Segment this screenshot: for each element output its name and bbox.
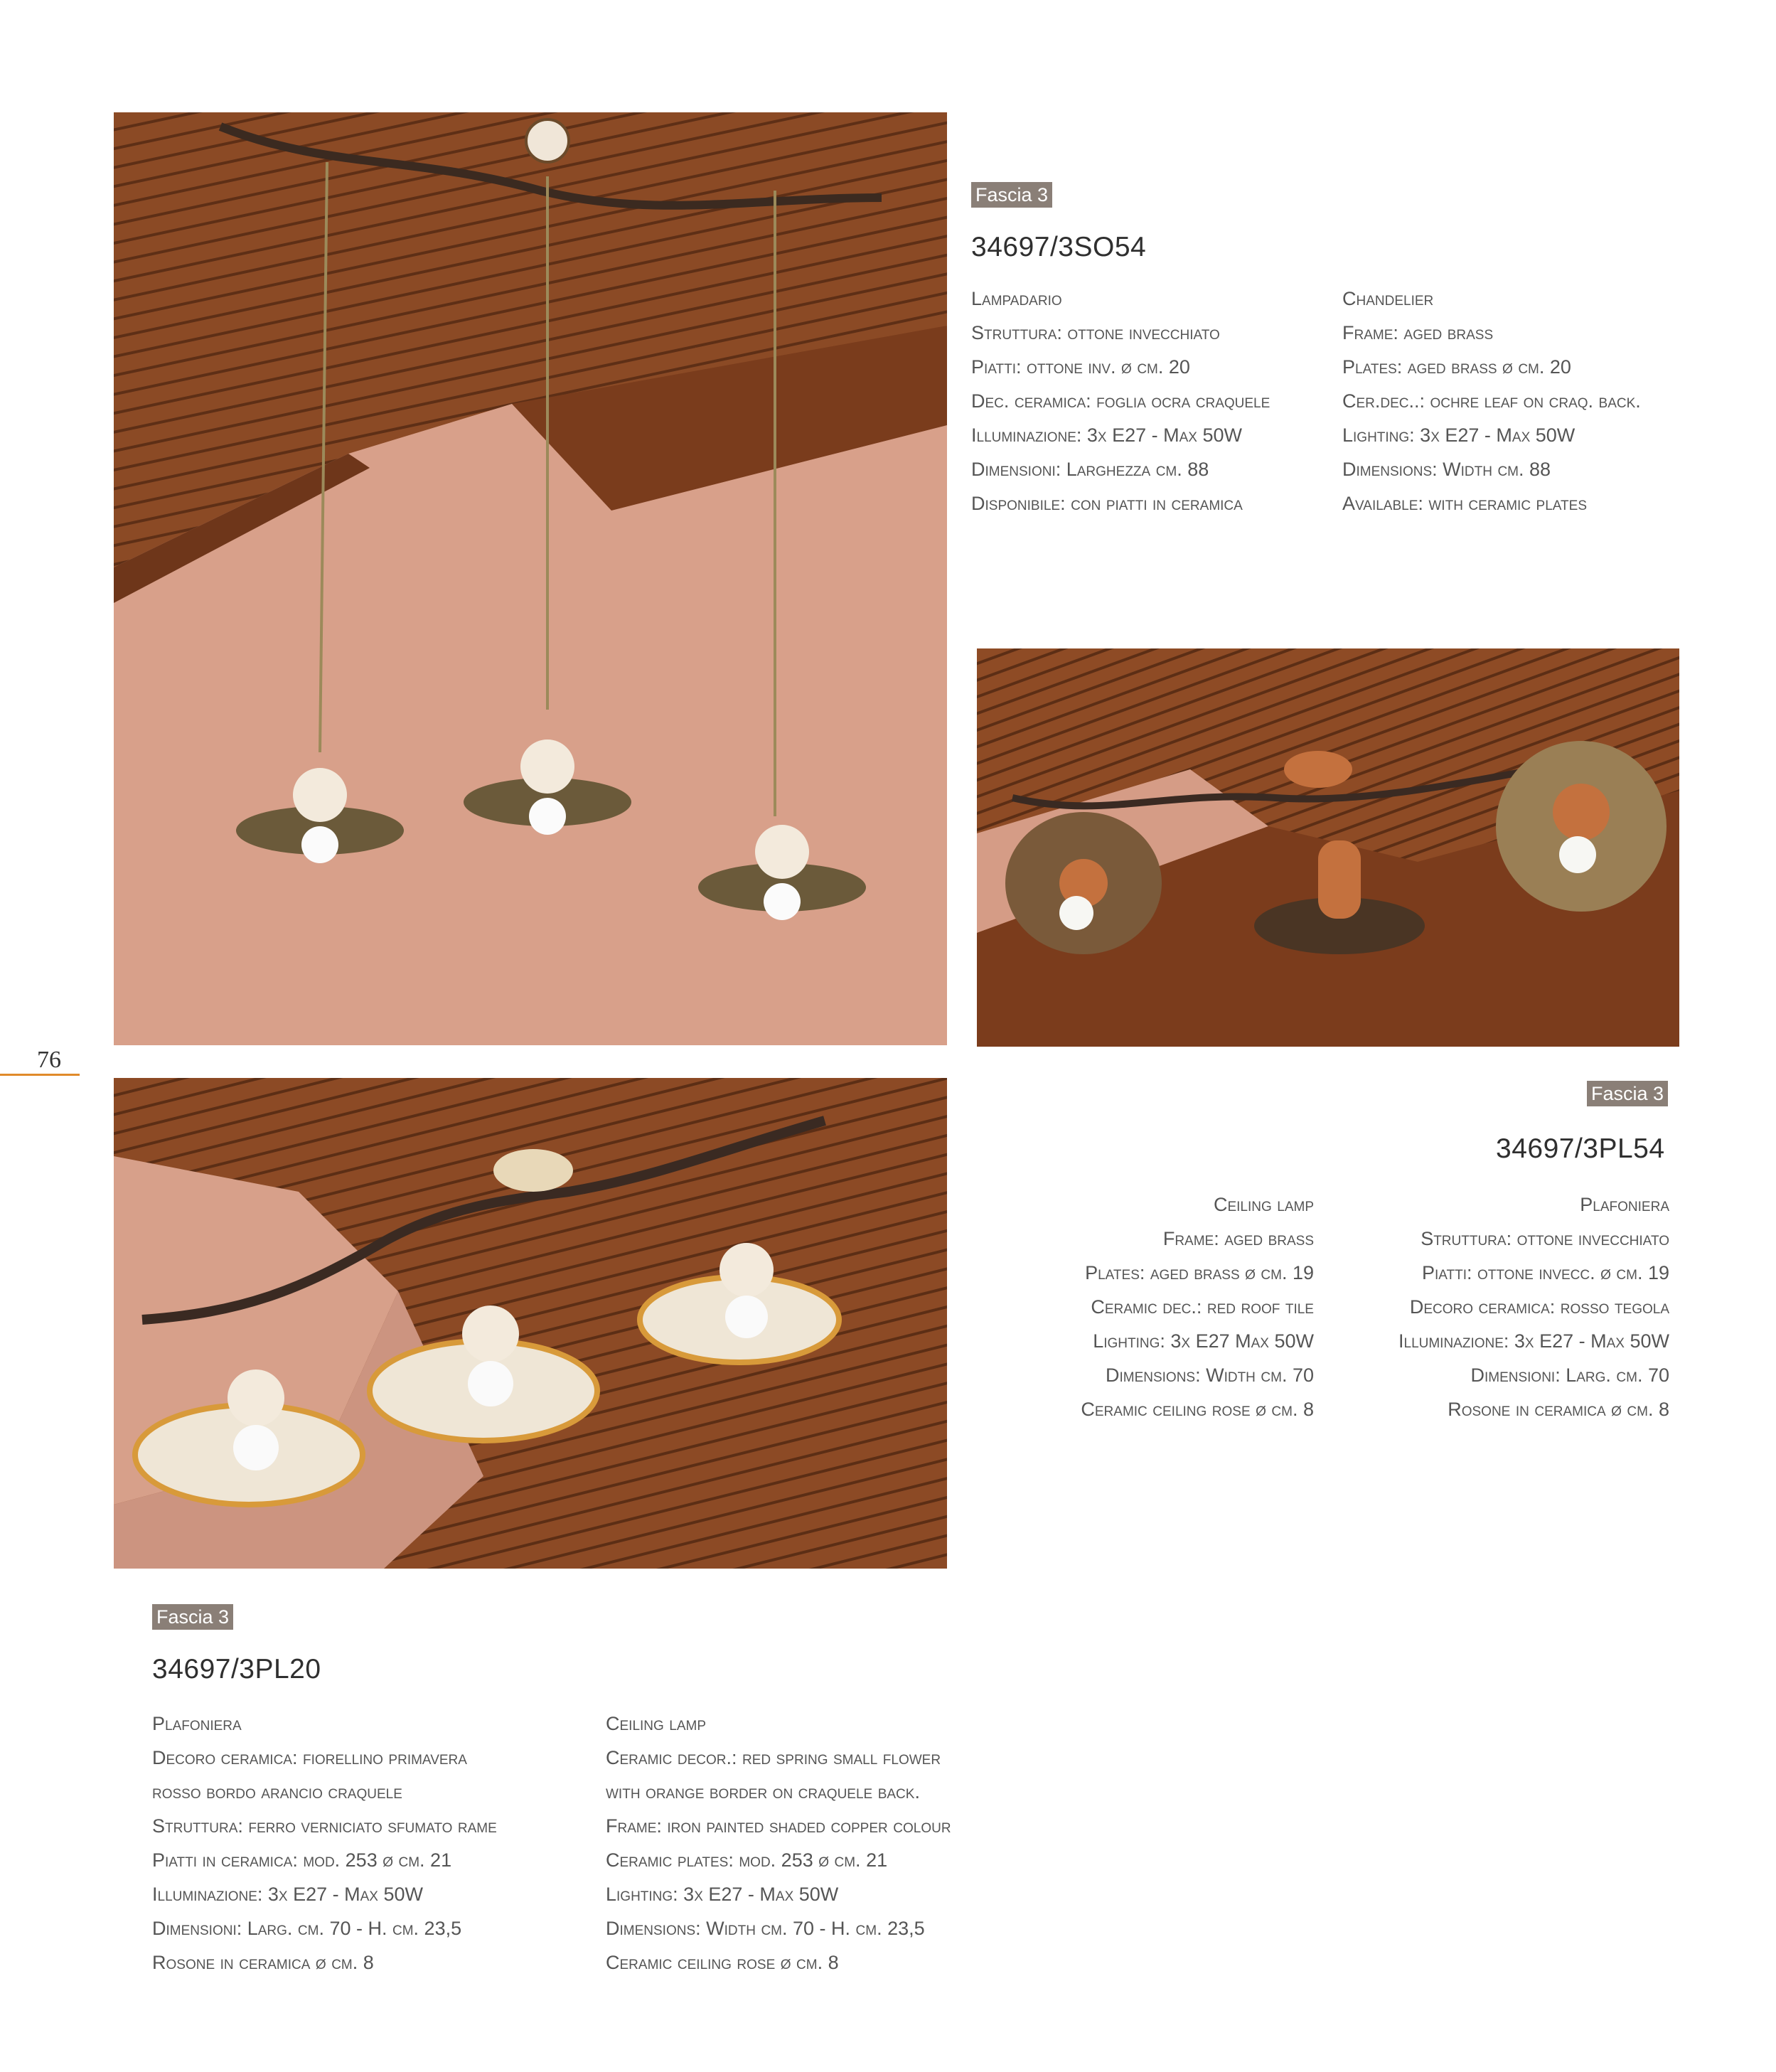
spec-line: Ceramic ceiling rose ø cm. 8 xyxy=(606,1952,839,1973)
fascia-badge: Fascia 3 xyxy=(971,182,1052,208)
spec-line: Ceramic dec.: red roof tile xyxy=(1091,1296,1314,1318)
spec-line: Ceiling lamp xyxy=(1213,1194,1314,1215)
spec-list-italian xyxy=(971,282,1270,520)
spec-line: Ceramic ceiling rose ø cm. 8 xyxy=(1081,1399,1314,1420)
spec-line: Struttura: ferro verniciato sfumato rame xyxy=(152,1815,497,1837)
spec-line: Dec. ceramica: foglia ocra craquele xyxy=(971,390,1271,412)
spec-line: Illuminazione: 3x E27 - Max 50W xyxy=(1398,1330,1669,1352)
spec-line: Dimensioni: Larg. cm. 70 - H. cm. 23,5 xyxy=(152,1918,462,1939)
spec-line: Struttura: ottone invecchiato xyxy=(971,322,1220,343)
spec-line: Plates: aged brass ø cm. 20 xyxy=(1342,356,1571,378)
spec-line: Piatti: ottone invecc. ø cm. 19 xyxy=(1421,1262,1669,1283)
spec-line: Dimensions: Width cm. 70 - H. cm. 23,5 xyxy=(606,1918,925,1939)
spec-line: Dimensioni: Larg. cm. 70 xyxy=(1470,1365,1669,1386)
spec-line: Available: with ceramic plates xyxy=(1342,493,1587,514)
page-number: 76 xyxy=(37,1047,61,1073)
spec-line: Lighting: 3x E27 Max 50W xyxy=(1093,1330,1314,1352)
spec-line: Decoro ceramica: fiorellino primavera xyxy=(152,1747,467,1768)
spec-line: Dimensions: Width cm. 70 xyxy=(1105,1365,1314,1386)
spec-line: Dimensioni: Larghezza cm. 88 xyxy=(971,459,1209,480)
fascia-badge: Fascia 3 xyxy=(152,1604,233,1630)
spec-list-italian xyxy=(152,1707,497,1980)
product-code: 34697/3PL54 xyxy=(1496,1133,1665,1164)
spec-line: Illuminazione: 3x E27 - Max 50W xyxy=(971,424,1242,446)
product-code: 34697/3PL20 xyxy=(152,1654,321,1684)
product-code: 34697/3SO54 xyxy=(971,232,1147,262)
spec-line: Ceramic decor.: red spring small flower xyxy=(606,1747,941,1768)
photo-ceiling-lamp-3pl54 xyxy=(977,648,1679,1047)
photo-chandelier-3so54 xyxy=(114,112,947,1045)
fascia-badge: Fascia 3 xyxy=(1587,1081,1668,1106)
spec-line: Lighting: 3x E27 - Max 50W xyxy=(606,1884,839,1905)
spec-list-english xyxy=(606,1707,951,1980)
spec-line: Plafoniera xyxy=(152,1713,242,1734)
spec-line: Frame: iron painted shaded copper colour xyxy=(606,1815,951,1837)
spec-line: Ceramic plates: mod. 253 ø cm. 21 xyxy=(606,1849,888,1871)
spec-list-english xyxy=(995,1187,1314,1426)
spec-line: Frame: aged brass xyxy=(1342,322,1494,343)
spec-line: Lighting: 3x E27 - Max 50W xyxy=(1342,424,1576,446)
spec-line: Frame: aged brass xyxy=(1162,1228,1314,1249)
spec-line: Cer.dec..: ochre leaf on craq. back. xyxy=(1342,390,1641,412)
spec-line: Decoro ceramica: rosso tegola xyxy=(1409,1296,1669,1318)
spec-line: Plates: aged brass ø cm. 19 xyxy=(1085,1262,1314,1283)
spec-list-italian xyxy=(1337,1187,1669,1426)
spec-line: Illuminazione: 3x E27 - Max 50W xyxy=(152,1884,423,1905)
spec-line: Rosone in ceramica ø cm. 8 xyxy=(1448,1399,1669,1420)
photo-ceiling-lamp-3pl20 xyxy=(114,1078,947,1569)
page-rule xyxy=(0,1074,80,1076)
spec-line: Ceiling lamp xyxy=(606,1713,707,1734)
spec-line: Rosone in ceramica ø cm. 8 xyxy=(152,1952,374,1973)
spec-line: with orange border on craquele back. xyxy=(606,1781,920,1803)
spec-line: rosso bordo arancio craquele xyxy=(152,1781,402,1803)
spec-line: Piatti in ceramica: mod. 253 ø cm. 21 xyxy=(152,1849,452,1871)
spec-line: Lampadario xyxy=(971,288,1062,309)
spec-line: Dimensions: Width cm. 88 xyxy=(1342,459,1551,480)
spec-line: Chandelier xyxy=(1342,288,1434,309)
spec-list-english xyxy=(1342,282,1641,520)
spec-line: Plafoniera xyxy=(1580,1194,1669,1215)
spec-line: Disponibile: con piatti in ceramica xyxy=(971,493,1243,514)
spec-line: Struttura: ottone invecchiato xyxy=(1421,1228,1669,1249)
spec-line: Piatti: ottone inv. ø cm. 20 xyxy=(971,356,1190,378)
